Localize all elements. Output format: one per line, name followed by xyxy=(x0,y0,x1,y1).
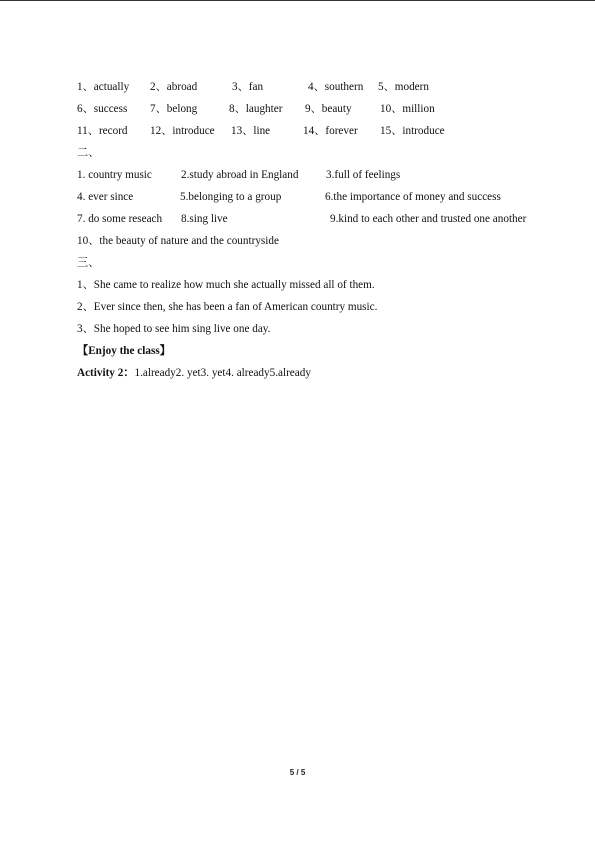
phrase-answer: 4. ever since xyxy=(77,191,134,203)
vocab-answer: 15、introduce xyxy=(380,125,445,137)
activity-2-label: Activity 2： xyxy=(77,367,135,379)
vocab-answer: 12、introduce xyxy=(150,125,215,137)
section-2-heading: 二、 xyxy=(77,147,100,159)
enjoy-class-heading: 【Enjoy the class】 xyxy=(77,345,171,357)
vocab-answer: 5、modern xyxy=(378,81,429,93)
vocab-answer: 3、fan xyxy=(232,81,264,93)
vocab-row-2 xyxy=(77,102,557,124)
sentence-answer: 3、She hoped to see him sing live one day. xyxy=(77,323,271,335)
answer-key-content xyxy=(77,80,557,388)
section-3-heading: 三、 xyxy=(77,257,100,269)
vocab-answer: 7、belong xyxy=(150,103,198,115)
vocab-answer: 9、beauty xyxy=(305,103,352,115)
activity-2-line xyxy=(77,366,557,388)
vocab-answer: 11、record xyxy=(77,125,128,137)
phrase-answer-10: 10、the beauty of nature and the countryside xyxy=(77,235,279,247)
vocab-answer: 6、success xyxy=(77,103,128,115)
vocab-answer: 10、million xyxy=(380,103,435,115)
vocab-answer: 2、abroad xyxy=(150,81,198,93)
vocab-row-1 xyxy=(77,80,557,102)
vocab-answer: 1、actually xyxy=(77,81,130,93)
phrase-answer: 8.sing live xyxy=(181,213,228,225)
phrase-answer: 6.the importance of money and success xyxy=(325,191,501,203)
vocab-answer: 13、line xyxy=(231,125,271,137)
phrase-answer: 7. do some reseach xyxy=(77,213,163,225)
activity-2-answers: 1.already2. yet3. yet4. already5.already xyxy=(134,367,311,379)
phrase-answer: 2.study abroad in England xyxy=(181,169,299,181)
vocab-row-3 xyxy=(77,124,557,146)
vocab-answer: 14、forever xyxy=(303,125,358,137)
phrase-answer: 3.full of feelings xyxy=(326,169,401,181)
top-rule xyxy=(0,0,595,1)
sentence-answer: 2、Ever since then, she has been a fan of American country music. xyxy=(77,301,378,313)
phrase-answer: 1. country music xyxy=(77,169,152,181)
phrase-answer: 9.kind to each other and trusted one another xyxy=(330,213,527,225)
phrase-answer: 5.belonging to a group xyxy=(180,191,282,203)
vocab-answer: 4、southern xyxy=(308,81,364,93)
sentence-answer: 1、She came to realize how much she actually missed all of them. xyxy=(77,279,375,291)
vocab-answer: 8、laughter xyxy=(229,103,283,115)
phrase-row-2 xyxy=(77,190,557,212)
page-number: 5 / 5 xyxy=(289,768,306,777)
phrase-row-3 xyxy=(77,212,557,234)
phrase-row-1 xyxy=(77,168,557,190)
